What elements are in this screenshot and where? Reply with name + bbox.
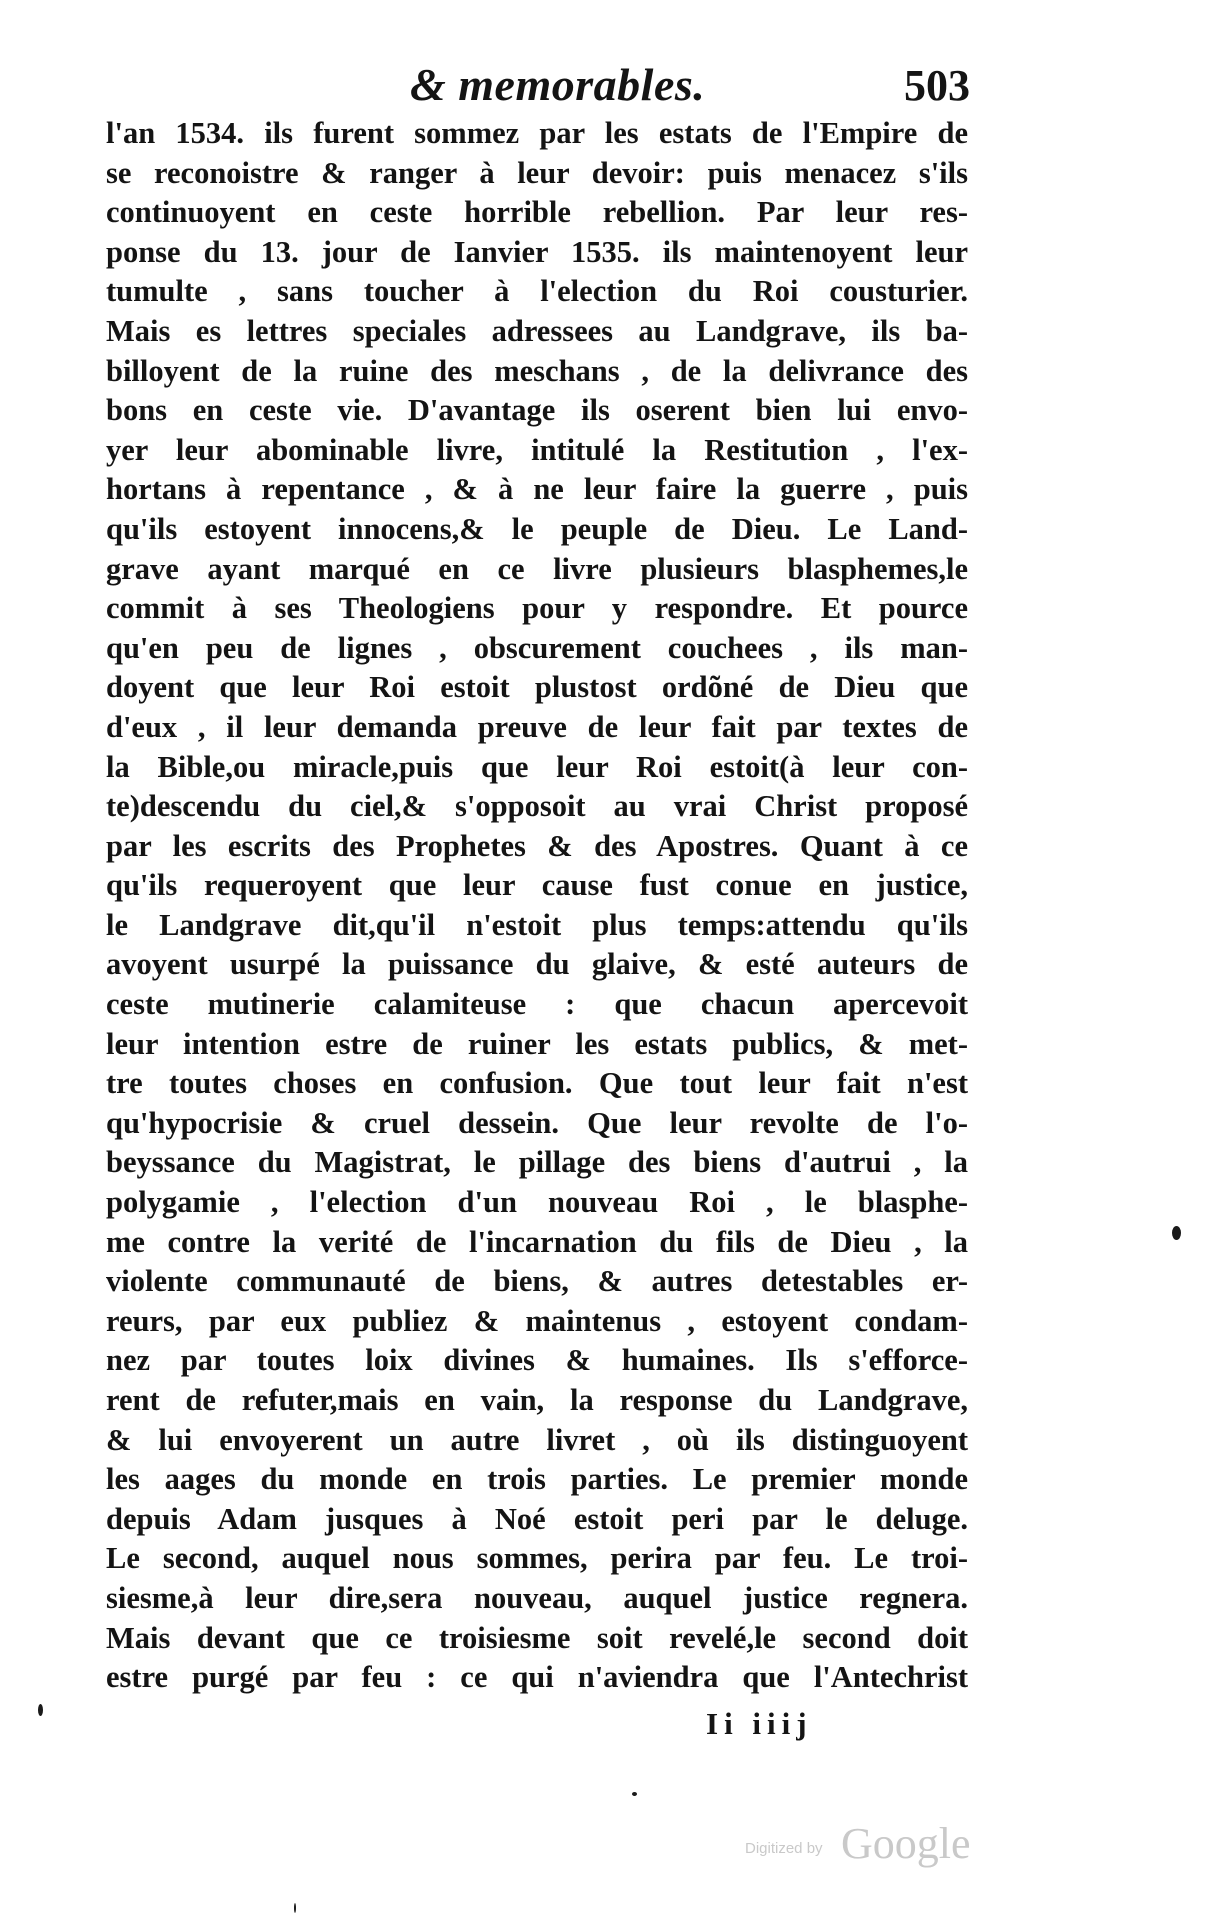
- text-line: Mais devant que ce troisiesme soit revelé,le second doit: [106, 1620, 968, 1655]
- digitizer-watermark: [745, 1818, 1005, 1870]
- text-line: billoyent de la ruine des meschans , de la delivrance des: [106, 353, 968, 388]
- text-line: Le second, auquel nous sommes, perira par feu. Le troi-: [106, 1541, 968, 1576]
- ink-speck: [1172, 1226, 1181, 1240]
- text-line: les aages du monde en trois parties. Le premier monde: [106, 1462, 968, 1497]
- text-line: violente communauté de biens, & autres detestables er-: [106, 1264, 968, 1299]
- watermark-brand: Google: [841, 1819, 971, 1868]
- watermark-prefix: Digitized by: [745, 1840, 823, 1857]
- text-line: rent de refuter,mais en vain, la response du Landgrave,: [106, 1383, 968, 1417]
- text-line: polygamie , l'election d'un nouveau Roi , le blasphe-: [106, 1185, 968, 1220]
- text-line: siesme,à leur dire,sera nouveau, auquel justice regnera.: [106, 1580, 968, 1615]
- text-line: avoyent usurpé la puissance du glaive, & esté auteurs de: [106, 947, 968, 982]
- page-number: 503: [904, 61, 970, 110]
- text-line: leur intention estre de ruiner les estats publics, & met-: [106, 1026, 968, 1061]
- text-line: grave ayant marqué en ce livre plusieurs blasphemes,le: [106, 551, 968, 586]
- text-line: d'eux , il leur demanda preuve de leur fait par textes de: [106, 709, 968, 744]
- text-line: continuoyent en ceste horrible rebellion. Par leur res-: [106, 195, 968, 230]
- signature-mark: Ii iiij: [706, 1706, 813, 1741]
- ink-speck: [294, 1903, 296, 1913]
- text-line: se reconoistre & ranger à leur devoir: puis menacez s'ils: [106, 155, 968, 190]
- text-line: reurs, par eux publiez & maintenus , estoyent condam-: [106, 1303, 968, 1338]
- text-line: beyssance du Magistrat, le pillage des biens d'autrui , la: [106, 1145, 968, 1180]
- text-line: bons en ceste vie. D'avantage ils oserent bien lui envo-: [106, 393, 968, 428]
- text-line: & lui envoyerent un autre livret , où ils distinguoyent: [106, 1422, 968, 1457]
- text-line: tumulte , sans toucher à l'election du Roi cousturier.: [106, 274, 968, 309]
- text-line: Mais es lettres speciales adressees au Landgrave, ils ba-: [106, 313, 968, 348]
- running-title: & memorables.: [410, 59, 706, 110]
- text-line: te)descendu du ciel,& s'opposoit au vrai Christ proposé: [106, 789, 968, 824]
- text-line: yer leur abominable livre, intitulé la Restitution , l'ex-: [106, 432, 968, 467]
- text-line: commit à ses Theologiens pour y respondre. Et pource: [106, 591, 968, 626]
- body-text: [106, 114, 968, 1698]
- text-line: estre purgé par feu : ce qui n'aviendra que l'Antechrist: [106, 1660, 968, 1695]
- ink-speck: [632, 1792, 637, 1796]
- text-line: qu'hypocrisie & cruel dessein. Que leur revolte de l'o-: [106, 1105, 968, 1140]
- text-line: qu'en peu de lignes , obscurement couchees , ils man-: [106, 630, 968, 665]
- text-line: qu'ils estoyent innocens,& le peuple de Dieu. Le Land-: [106, 511, 968, 546]
- text-line: qu'ils requeroyent que leur cause fust conue en justice,: [106, 868, 968, 903]
- text-line: tre toutes choses en confusion. Que tout leur fait n'est: [106, 1066, 968, 1101]
- text-line: par les escrits des Prophetes & des Apostres. Quant à ce: [106, 828, 968, 863]
- text-line: ceste mutinerie calamiteuse : que chacun apercevoit: [106, 987, 968, 1022]
- running-head: [410, 58, 970, 118]
- text-line: la Bible,ou miracle,puis que leur Roi estoit(à leur con-: [106, 749, 968, 784]
- text-line: doyent que leur Roi estoit plustost ordõné de Dieu que: [106, 670, 968, 705]
- text-line: l'an 1534. ils furent sommez par les estats de l'Empire de: [106, 116, 968, 150]
- text-line: ponse du 13. jour de Ianvier 1535. ils maintenoyent leur: [106, 234, 968, 269]
- text-line: nez par toutes loix divines & humaines. Ils s'efforce-: [106, 1343, 968, 1378]
- ink-speck: [38, 1704, 43, 1716]
- text-line: hortans à repentance , & à ne leur faire la guerre , puis: [106, 472, 968, 507]
- text-line: me contre la verité de l'incarnation du fils de Dieu , la: [106, 1224, 968, 1259]
- text-line: depuis Adam jusques à Noé estoit peri par le deluge.: [106, 1501, 968, 1536]
- text-line: le Landgrave dit,qu'il n'estoit plus temps:attendu qu'ils: [106, 907, 968, 942]
